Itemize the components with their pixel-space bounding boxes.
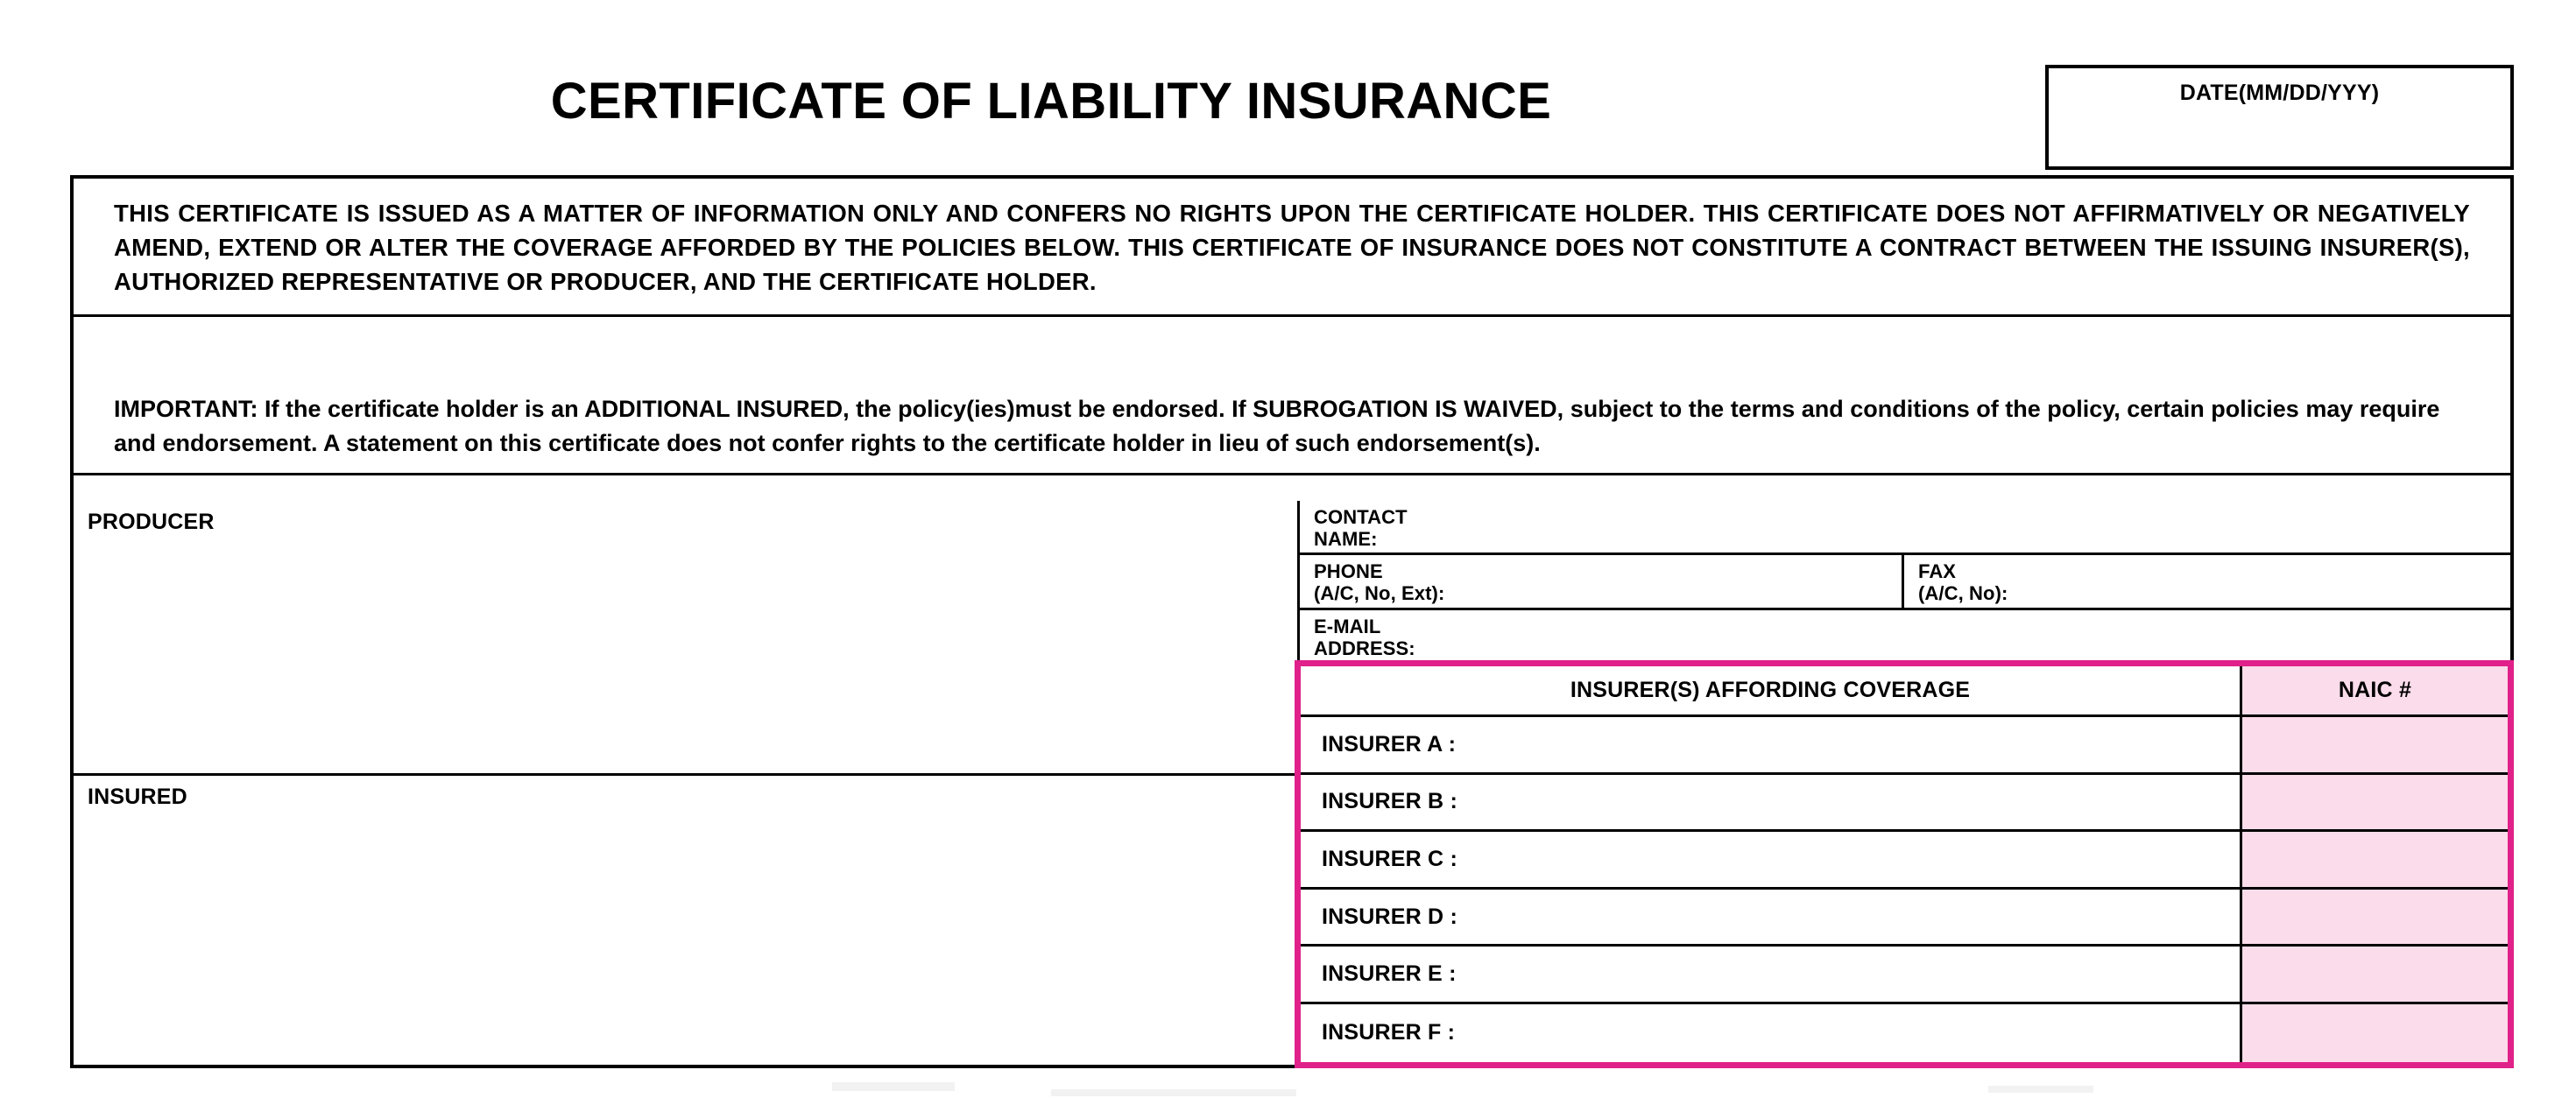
scan-artifact: [1051, 1089, 1296, 1096]
email-label-line1: E-MAIL: [1314, 616, 1381, 637]
insurer-c-naic-field[interactable]: [2242, 832, 2508, 887]
title-row: [70, 54, 2514, 170]
date-box-label: DATE(MM/DD/YYY): [2179, 81, 2380, 105]
insurer-d-label: INSURER D :: [1301, 890, 2242, 945]
phone-label-line1: PHONE: [1314, 560, 1383, 582]
important-notice-text: IMPORTANT: If the certificate holder is an ADDITIONAL INSURED, the policy(ies)must be endorsed. If SUBROGATION IS WAIVED, subject to the terms and conditions of the policy, certain policies may require and endorsement. A statement on this certificate does not confer rights to the certificate holder in lieu of such endorsement(s).: [74, 378, 2510, 475]
table-row[interactable]: [1301, 775, 2508, 833]
table-row[interactable]: [1301, 717, 2508, 775]
insured-field[interactable]: [74, 776, 1297, 1068]
scan-artifact: [832, 1082, 955, 1091]
table-row[interactable]: [1301, 832, 2508, 890]
page-title: CERTIFICATE OF LIABILITY INSURANCE: [550, 73, 1552, 130]
fax-label-line1: FAX: [1918, 560, 1957, 582]
contact-name-row[interactable]: [1300, 501, 2511, 555]
phone-label-line2: (A/C, No, Ext):: [1314, 581, 1445, 604]
insurer-f-label: INSURER F :: [1301, 1004, 2242, 1062]
phone-field[interactable]: [1300, 555, 1904, 608]
insurer-d-naic-field[interactable]: [2242, 890, 2508, 945]
insurer-b-naic-field[interactable]: [2242, 775, 2508, 830]
table-row[interactable]: [1301, 890, 2508, 947]
scan-artifact: [1988, 1086, 2093, 1093]
insurers-table: [1295, 660, 2514, 1068]
contact-name-label: [1314, 507, 1408, 550]
date-box[interactable]: [2045, 65, 2514, 170]
insurer-a-label: INSURER A :: [1301, 717, 2242, 772]
insurer-c-label: INSURER C :: [1301, 832, 2242, 887]
insured-label: INSURED: [88, 785, 187, 809]
contact-name-label-line2: NAME:: [1314, 527, 1378, 550]
fax-label: [1918, 561, 2008, 604]
producer-field[interactable]: [74, 501, 1297, 776]
insurer-a-naic-field[interactable]: [2242, 717, 2508, 772]
disclaimer-text: THIS CERTIFICATE IS ISSUED AS A MATTER OF INFORMATION ONLY AND CONFERS NO RIGHTS UPON THE CERTIFICATE HOLDER. THIS CERTIFICATE DOES NOT AFFIRMATIVELY OR NEGATIVELY AMEND, EXTEND OR ALTER THE COVERAGE AFFORDED BY THE POLICIES BELOW. THIS CERTIFICATE OF INSURANCE DOES NOT CONSTITUTE A CONTRACT BETWEEN THE ISSUING INSURER(S), AUTHORIZED REPRESENTATIVE OR PRODUCER, AND THE CERTIFICATE HOLDER.: [74, 179, 2510, 317]
email-label: [1314, 616, 1415, 659]
phone-fax-row: [1300, 555, 2511, 610]
insurers-rows: [1301, 717, 2508, 1062]
table-row[interactable]: [1301, 947, 2508, 1004]
contact-name-label-line1: CONTACT: [1314, 506, 1408, 528]
insurers-coverage-header: INSURER(S) AFFORDING COVERAGE: [1301, 666, 2242, 714]
phone-label: [1314, 561, 1444, 604]
left-column: [74, 501, 1300, 1068]
insurer-e-naic-field[interactable]: [2242, 947, 2508, 1002]
email-row[interactable]: [1300, 610, 2511, 665]
insurer-b-label: INSURER B :: [1301, 775, 2242, 830]
table-row[interactable]: [1301, 1004, 2508, 1062]
producer-label: PRODUCER: [88, 510, 215, 534]
insurers-table-header: [1301, 666, 2508, 717]
insurer-f-naic-field[interactable]: [2242, 1004, 2508, 1062]
certificate-frame: [70, 175, 2514, 1068]
fax-label-line2: (A/C, No):: [1918, 581, 2008, 604]
producer-insured-section: [74, 501, 2510, 1068]
insurers-naic-header: NAIC #: [2242, 666, 2508, 714]
email-label-line2: ADDRESS:: [1314, 637, 1415, 659]
fax-field[interactable]: [1904, 555, 2511, 608]
insurer-e-label: INSURER E :: [1301, 947, 2242, 1002]
right-column: [1300, 501, 2511, 1068]
